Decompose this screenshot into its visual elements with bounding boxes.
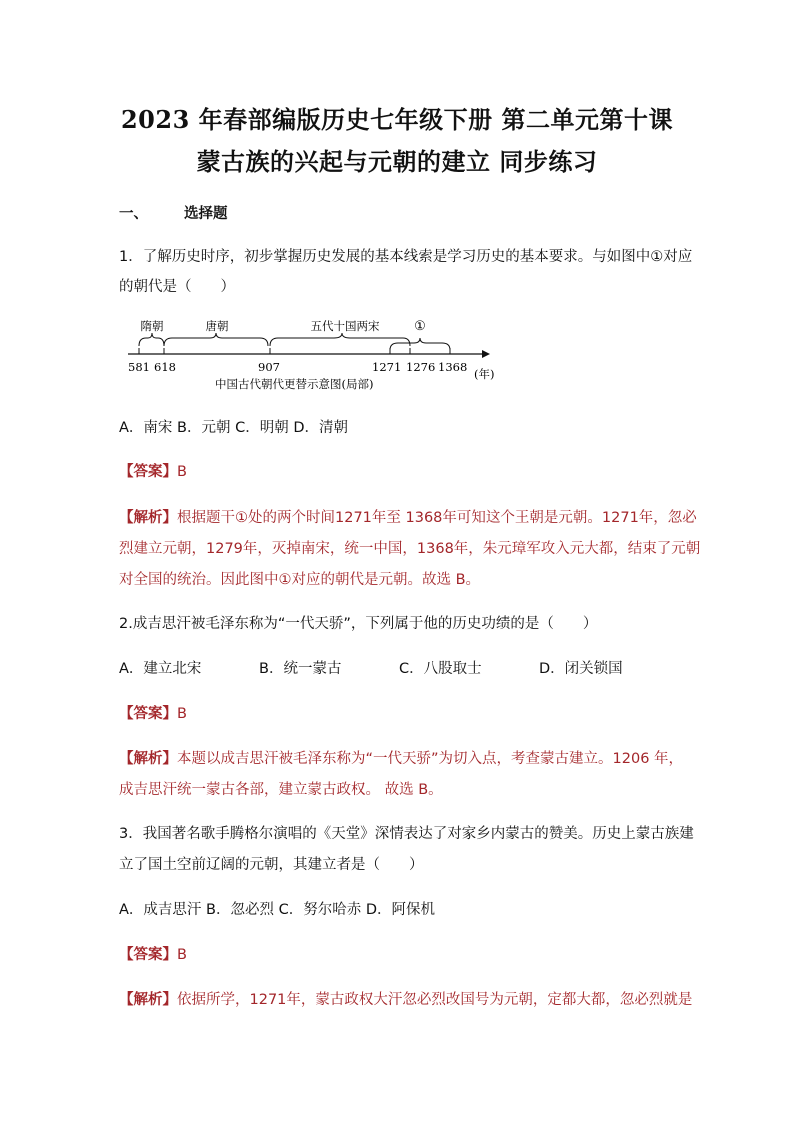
timeline-label-tang: 唐朝 <box>205 319 229 333</box>
timeline-label-wudai-song: 五代十国两宋 <box>310 319 380 333</box>
q3-analysis-line-1 <box>119 988 693 1009</box>
q1-stem-line-2: 的朝代是（ ） <box>119 279 235 295</box>
year-907: 907 <box>258 360 280 374</box>
q2-stem: 2.成吉思汗被毛泽东称为“一代天骄”，下列属于他的历史功绩的是（ ） <box>119 616 598 632</box>
year-618: 618 <box>154 360 176 374</box>
section-name: 选择题 <box>184 206 228 222</box>
q3-stem-line-1: 3．我国著名歌手腾格尔演唱的《天堂》深情表达了对家乡内蒙古的赞美。历史上蒙古族建 <box>119 826 694 842</box>
year-581: 581 <box>128 360 150 374</box>
q2-analysis-line-1 <box>119 747 684 768</box>
timeline-caption: 中国古代朝代更替示意图(局部) <box>215 377 374 391</box>
q3-analysis-text-1: 依据所学，1271年，蒙古政权大汗忽必烈改国号为元朝，定都大都，忽必烈就是 <box>177 992 693 1008</box>
q1-analysis-line-3: 对全国的统治。因此图中①对应的朝代是元朝。故选 B。 <box>119 572 481 588</box>
q3-answer-tag: 【答案】 <box>119 947 177 963</box>
title-line-1: 2023 年春部编版历史七年级下册 第二单元第十课 <box>120 105 673 134</box>
q1-options: A．南宋 B．元朝 C．明朝 D．清朝 <box>119 420 348 436</box>
brace-tang <box>164 333 268 346</box>
q1-stem-line-1: 1．了解历史时序，初步掌握历史发展的基本线索是学习历史的基本要求。与如图中①对应 <box>119 249 693 265</box>
q2-options <box>119 657 679 678</box>
q1-timeline-figure <box>120 310 510 400</box>
timeline-arrow <box>482 350 490 358</box>
year-1271: 1271 <box>372 360 402 374</box>
section-heading <box>119 202 679 223</box>
timeline-label-sui: 隋朝 <box>140 319 164 333</box>
section-number: 一、 <box>119 206 148 222</box>
q2-answer-tag: 【答案】 <box>119 706 177 722</box>
q2-analysis-tag: 【解析】 <box>119 751 177 767</box>
q1-answer-value: B <box>177 464 187 480</box>
q2-answer <box>119 702 679 723</box>
q1-analysis-line-1 <box>119 506 697 527</box>
q3-options: A．成吉思汗 B．忽必烈 C．努尔哈赤 D．阿保机 <box>119 902 435 918</box>
q1-analysis-tag: 【解析】 <box>119 510 177 526</box>
q3-analysis-tag: 【解析】 <box>119 992 177 1008</box>
brace-circle-1 <box>390 338 450 350</box>
title-line-2: 蒙古族的兴起与元朝的建立 同步练习 <box>196 147 598 176</box>
brace-wudai-song <box>270 333 410 346</box>
q3-stem-line-2: 立了国土空前辽阔的元朝，其建立者是（ ） <box>119 857 424 873</box>
q2-analysis-line-2: 成吉思汗统一蒙古各部，建立蒙古政权。 故选 B。 <box>119 782 443 798</box>
year-1368: 1368 <box>438 360 468 374</box>
q3-answer-value: B <box>177 947 187 963</box>
timeline-label-circle-1: ① <box>414 319 426 334</box>
q2-option-d: D．闭关锁国 <box>539 661 623 677</box>
q2-option-a: A．建立北宋 <box>119 661 202 677</box>
q2-option-b: B．统一蒙古 <box>259 661 342 677</box>
q3-answer <box>119 943 679 964</box>
q2-option-c: C．八股取士 <box>399 661 482 677</box>
year-1276: 1276 <box>406 360 436 374</box>
brace-sui <box>139 333 164 346</box>
q1-answer <box>119 460 679 481</box>
year-unit: (年) <box>474 367 495 381</box>
q1-analysis-text-1: 根据题干①处的两个时间1271年至 1368年可知这个王朝是元朝。1271年，忽必 <box>177 510 697 526</box>
q1-analysis-line-2: 烈建立元朝，1279年，灭掉南宋，统一中国，1368年，朱元璋军攻入元大都，结束了元朝 <box>119 541 701 557</box>
q1-answer-tag: 【答案】 <box>119 464 177 480</box>
q2-answer-value: B <box>177 706 187 722</box>
q2-analysis-text-1: 本题以成吉思汗被毛泽东称为“一代天骄”为切入点，考查蒙古建立。1206 年， <box>177 751 684 767</box>
